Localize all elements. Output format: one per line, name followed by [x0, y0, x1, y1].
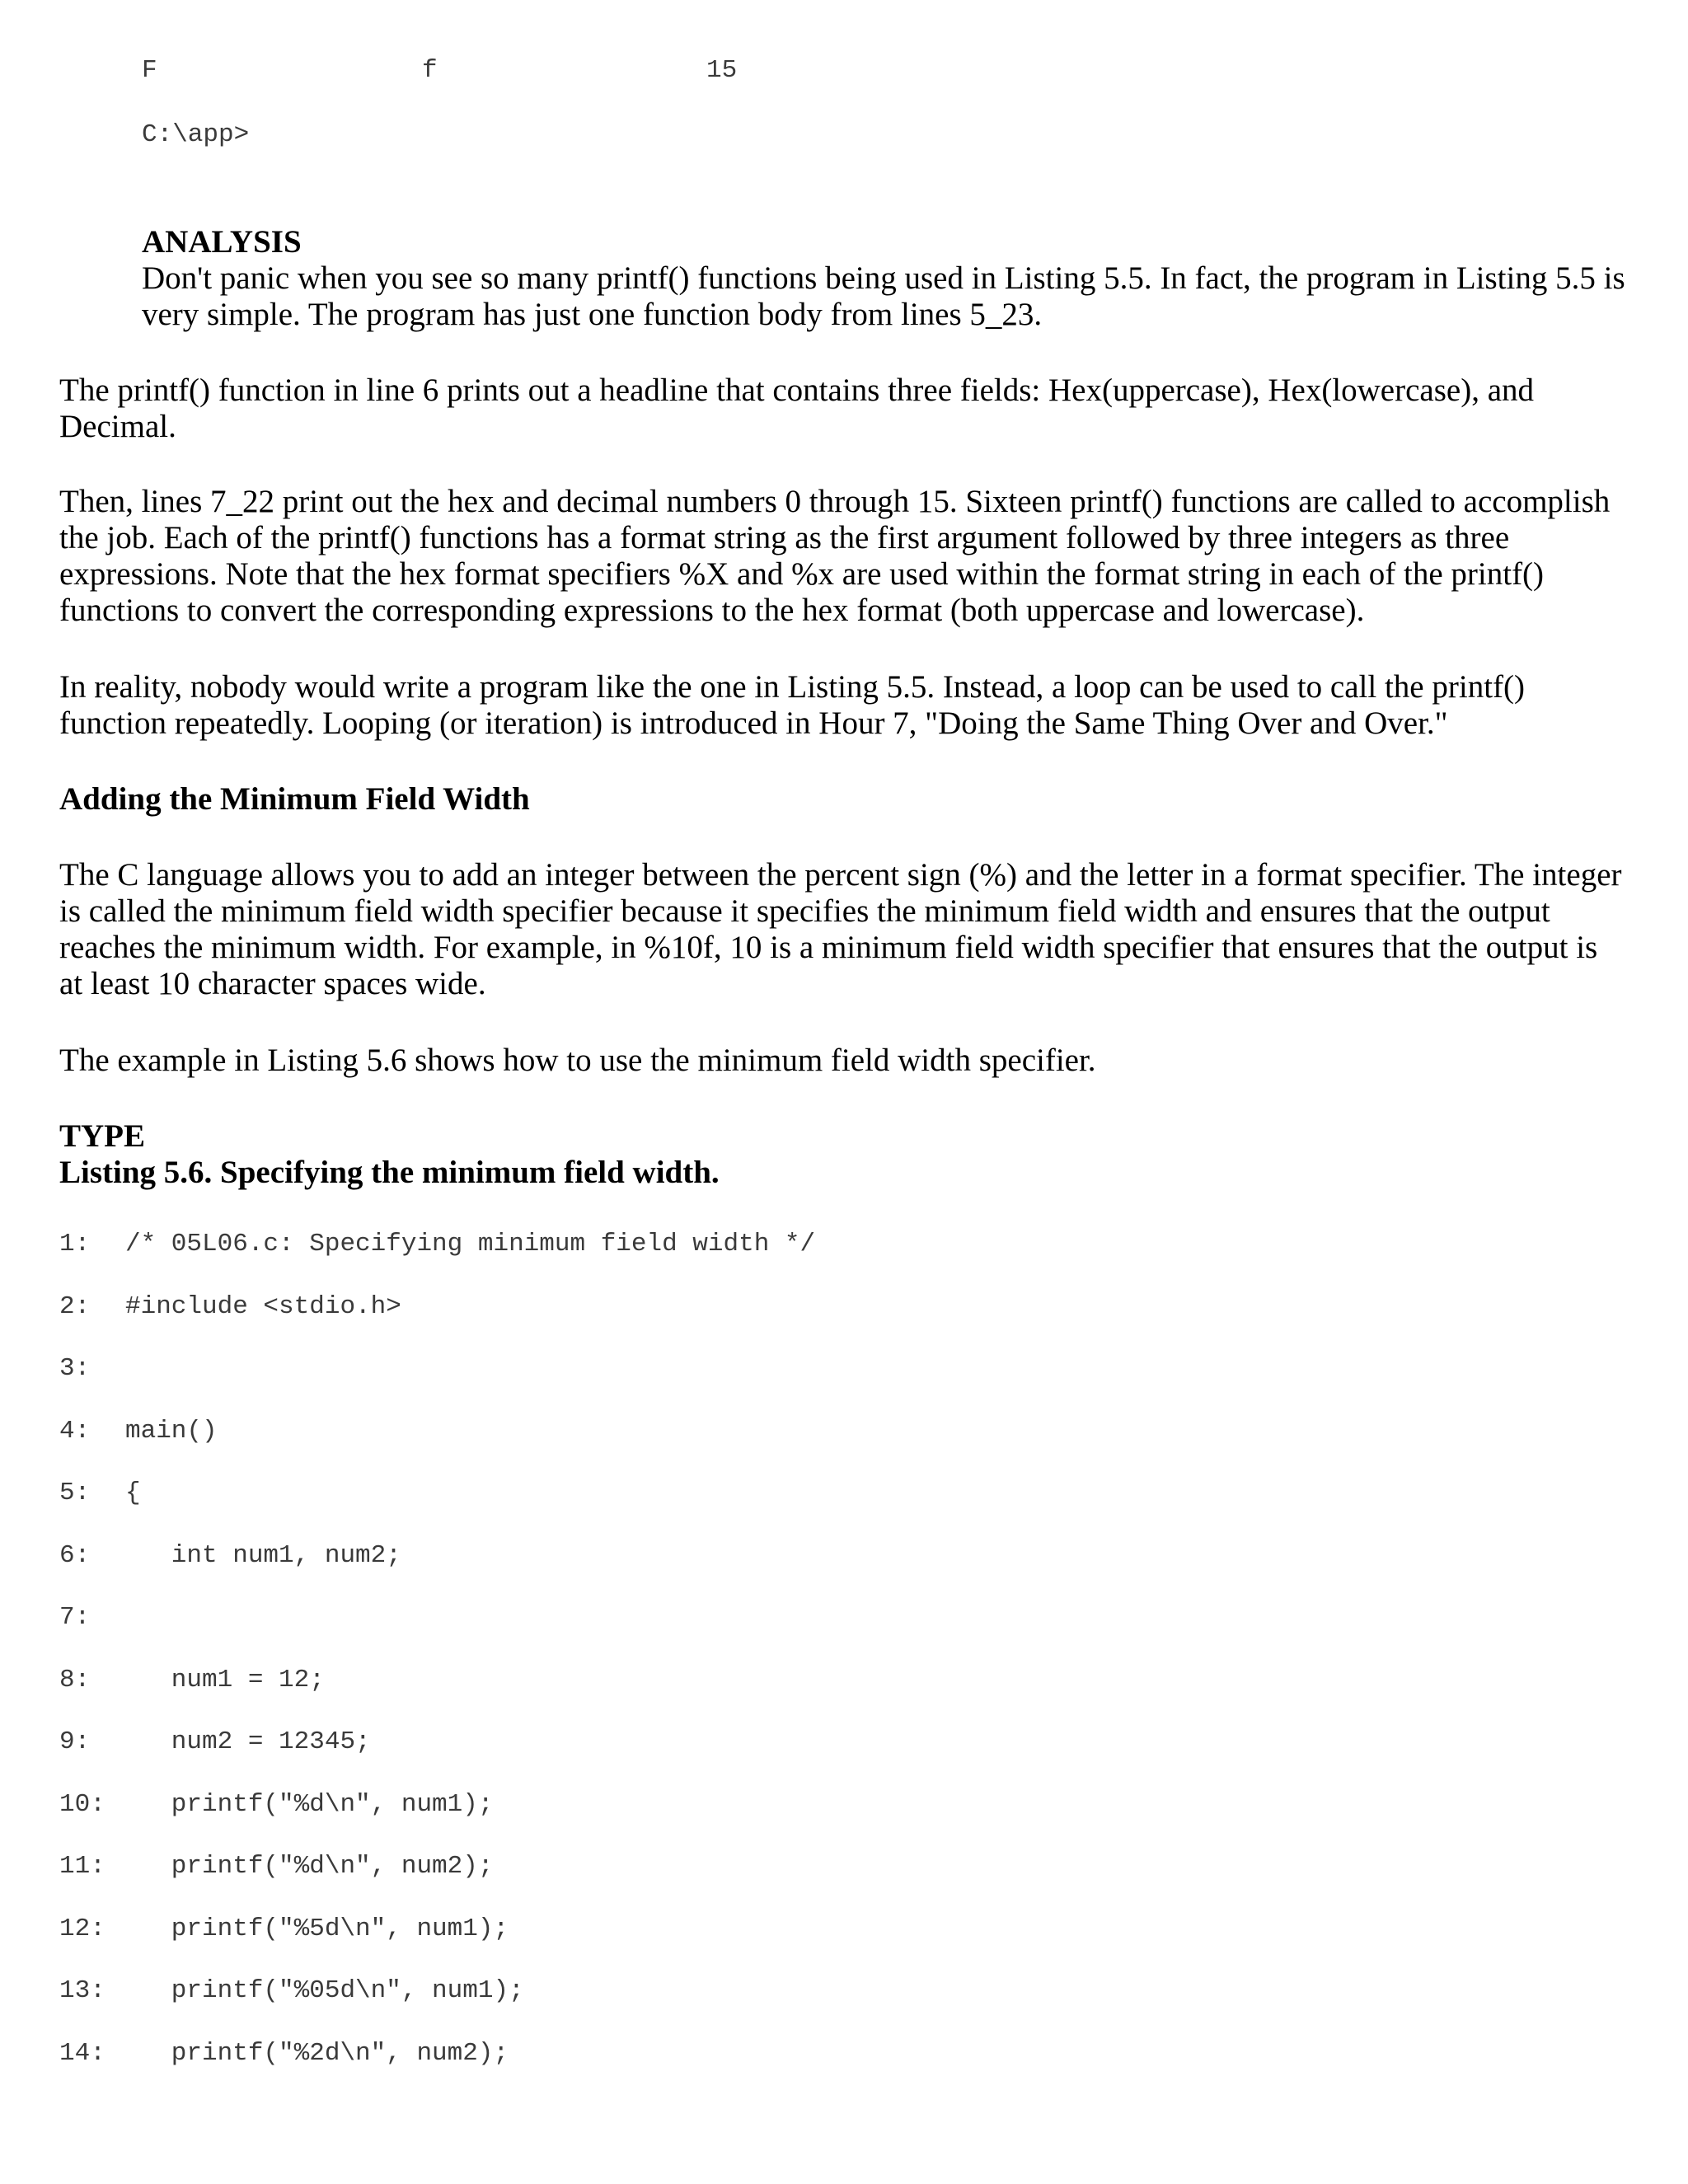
line-number: 9: — [59, 1727, 91, 1756]
output-cell-hex-upper: F — [142, 56, 157, 85]
line-number: 8: — [59, 1666, 91, 1694]
line-number: 6: — [59, 1541, 91, 1570]
line-number: 11: — [59, 1852, 106, 1881]
line-number: 4: — [59, 1417, 91, 1446]
command-prompt: C:\app> — [142, 120, 250, 149]
type-label: TYPE — [59, 1118, 146, 1154]
code-text: main() — [125, 1417, 218, 1446]
analysis-block — [142, 224, 1642, 333]
output-cell-decimal: 15 — [706, 56, 738, 85]
line-number: 12: — [59, 1915, 106, 1943]
paragraph-looping-note: In reality, nobody would write a program like the one in Listing 5.5. Instead, a loop can be used to call the printf() function repeatedly. Looping (or iteration) is introduced in Hour 7, "Doing the Same Thing Over and Over." — [59, 669, 1525, 741]
code-text: printf("%5d\n", num1); — [125, 1915, 509, 1943]
line-number: 13: — [59, 1976, 106, 2005]
code-text: { — [125, 1479, 141, 1507]
code-text: printf("%2d\n", num2); — [125, 2039, 509, 2068]
paragraph-headline-fields: The printf() function in line 6 prints out a headline that contains three fields: Hex(uppercase), Hex(lowercase), and Decimal. — [59, 373, 1535, 444]
code-text: printf("%d\n", num1); — [125, 1790, 494, 1819]
code-text: #include <stdio.h> — [125, 1292, 401, 1321]
line-number: 14: — [59, 2039, 106, 2068]
code-text: printf("%d\n", num2); — [125, 1852, 494, 1881]
line-number: 5: — [59, 1479, 91, 1507]
code-text: /* 05L06.c: Specifying minimum field width */ — [125, 1230, 816, 1258]
analysis-text: Don't panic when you see so many printf() functions being used in Listing 5.5. In fact, the program in Listing 5.5 is very simple. The program has just one function body from lines 5_23. — [142, 260, 1625, 332]
code-text: int num1, num2; — [125, 1541, 401, 1570]
line-number: 3: — [59, 1354, 91, 1383]
line-number: 7: — [59, 1603, 91, 1632]
paragraph-listing-intro: The example in Listing 5.6 shows how to use the minimum field width specifier. — [59, 1043, 1096, 1078]
section-title: Adding the Minimum Field Width — [59, 781, 530, 817]
output-cell-hex-lower: f — [422, 56, 438, 85]
code-text: num2 = 12345; — [125, 1727, 371, 1756]
listing-header — [59, 1118, 720, 1191]
paragraph-hex-printing: Then, lines 7_22 print out the hex and decimal numbers 0 through 15. Sixteen printf() functions are called to accomplish the job. Each of the printf() functions has a format string as the first argument followed by three integers as three expressions. Note that the hex format specifiers %X and %x are used within the format string in each of the printf() functions to convert the corresponding expressions to the hex format (both uppercase and lowercase). — [59, 484, 1611, 628]
listing-title: Listing 5.6. Specifying the minimum field width. — [59, 1155, 720, 1190]
paragraph-min-field-width: The C language allows you to add an integer between the percent sign (%) and the letter in a format specifier. The integer is called the minimum field width specifier because it specifies the minimum field width and ensures that the output reaches the minimum width. For example, in %10f, 10 is a minimum field width specifier that ensures that the output is at least 10 character spaces wide. — [59, 857, 1622, 1001]
line-number: 10: — [59, 1790, 106, 1819]
program-output-row — [142, 56, 738, 89]
code-text: num1 = 12; — [125, 1666, 325, 1694]
code-text: printf("%05d\n", num1); — [125, 1976, 524, 2005]
line-number: 1: — [59, 1230, 91, 1258]
line-number: 2: — [59, 1292, 91, 1321]
analysis-heading: ANALYSIS — [142, 224, 302, 260]
